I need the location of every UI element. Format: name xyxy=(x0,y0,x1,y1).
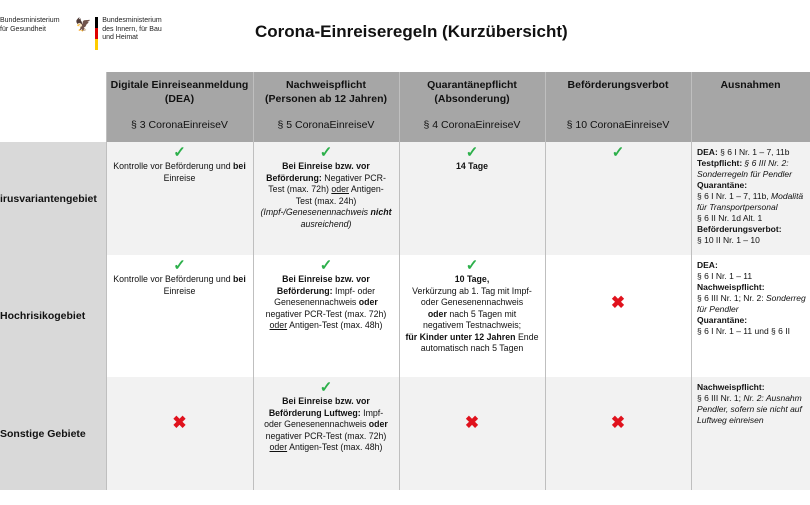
header-dea-subtitle: (DEA) xyxy=(164,93,195,105)
cell-ausnahmen-virusvariante: DEA: § 6 I Nr. 1 – 7, 11b Testpflicht: § 6 III Nr. 2: Sonderregeln für Pendler Quarantäne: § 6 I Nr. 1 – 7, 11b, Modalitä für Transportpersonal § 6 II Nr. 1d Alt. 1 Beförderungsverbot: § 10 II Nr. 1 – 10 xyxy=(691,142,810,255)
cell-nachweis-hochrisiko: ✓ Bei Einreise bzw. vor Beförderung: Impf- oder Genesenennachweis oder negativer PCR-Test (max. 72h) oder Antigen-Test (max. 48h) xyxy=(253,255,399,377)
header-nachweis xyxy=(253,72,399,142)
eagle-icon: 🦅 xyxy=(75,17,92,32)
column-divider xyxy=(253,72,254,490)
cell-ausnahmen-sonstige: Nachweispflicht: § 6 III Nr. 1; Nr. 2: Ausnahm Pendler, sofern sie nicht auf Luftweg einreisen xyxy=(691,377,810,490)
check-icon: ✓ xyxy=(173,144,186,161)
check-icon: ✓ xyxy=(319,257,333,274)
column-divider xyxy=(545,72,546,490)
cross-icon: ✖ xyxy=(610,413,626,432)
cell-dea-hochrisiko: ✓ Kontrolle vor Beförderung und bei Einreise xyxy=(106,255,253,377)
header-dea-law: § 3 CoronaEinreiseV xyxy=(131,119,228,131)
flag-icon xyxy=(95,17,98,50)
header-dea xyxy=(106,72,253,142)
cell-dea-sonstige xyxy=(106,377,253,490)
row-label-virusvariantengebiet: irusvariantengebiet xyxy=(0,142,106,255)
cell-befoerderung-hochrisiko xyxy=(545,255,691,377)
bmg-logo-line1: Bundesministerium xyxy=(0,17,60,24)
bmi-logo-line1: Bundesministerium xyxy=(102,17,162,24)
header-befoerderung xyxy=(545,72,691,142)
cross-icon: ✖ xyxy=(464,413,480,432)
column-divider xyxy=(399,72,400,490)
header-befoerderung-title: Beförderungsverbot xyxy=(567,79,669,91)
row-label-sonstige-gebiete: Sonstige Gebiete xyxy=(0,377,106,490)
cell-befoerderung-virusvariante xyxy=(545,142,691,255)
check-icon: ✓ xyxy=(319,144,333,161)
cross-icon: ✖ xyxy=(172,413,187,432)
cross-icon: ✖ xyxy=(610,293,626,312)
cell-befoerderung-sonstige xyxy=(545,377,691,490)
header-quarantaene xyxy=(399,72,545,142)
header-nachweis-law: § 5 CoronaEinreiseV xyxy=(277,119,375,131)
cell-ausnahmen-hochrisiko: DEA: § 6 I Nr. 1 – 11 Nachweispflicht: § 6 III Nr. 1; Nr. 2: Sonderreg für Pendler Quarantäne: § 6 I Nr. 1 – 11 und § 6 II xyxy=(691,255,810,377)
header-quarantaene-title: Quarantänepflicht xyxy=(427,79,517,91)
cell-quarantaene-virusvariante: ✓ 14 Tage xyxy=(399,142,545,255)
header-dea-title: Digitale Einreiseanmeldung xyxy=(110,79,249,91)
bmg-logo-line2: für Gesundheit xyxy=(0,25,46,33)
check-icon: ✓ xyxy=(319,379,333,396)
cell-nachweis-virusvariante: ✓ Bei Einreise bzw. vor Beförderung: Negativer PCR- Test (max. 72h) oder Antigen- Test (max. 24h) (Impf-/Genesenennachweis nicht ausreichend) xyxy=(253,142,399,255)
header-nachweis-subtitle: (Personen ab 12 Jahren) xyxy=(265,93,387,105)
cell-nachweis-sonstige: ✓ Bei Einreise bzw. vor Beförderung Luftweg: Impf- oder Genesenennachweis oder negativer PCR-Test (max. 72h) oder Antigen-Test (max. 48h) xyxy=(253,377,399,490)
cell-quarantaene-hochrisiko: ✓ 10 Tage, Verkürzung ab 1. Tag mit Impf- oder Genesenennachweis oder nach 5 Tagen mit negativem Testnachweis; für Kinder unter 12 Jahren Ende automatisch nach 5 Tagen xyxy=(399,255,545,377)
header-nachweis-title: Nachweispflicht xyxy=(286,79,366,91)
header-befoerderung-law: § 10 CoronaEinreiseV xyxy=(566,119,670,131)
header-quarantaene-law: § 4 CoronaEinreiseV xyxy=(423,119,521,131)
bmi-logo xyxy=(75,17,162,50)
check-icon: ✓ xyxy=(465,257,479,274)
cell-dea-virusvariante: ✓ Kontrolle vor Beförderung und bei Einreise xyxy=(106,142,253,255)
header-quarantaene-subtitle: (Absonderung) xyxy=(434,93,510,105)
bmi-logo-line3: und Heimat xyxy=(102,34,138,41)
header-ausnahmen xyxy=(691,72,810,142)
check-icon: ✓ xyxy=(173,257,186,274)
bmi-logo-line2: des Innern, für Bau xyxy=(102,25,162,33)
column-divider xyxy=(691,72,692,490)
cell-quarantaene-sonstige xyxy=(399,377,545,490)
bmg-logo xyxy=(0,17,60,34)
check-icon: ✓ xyxy=(611,144,625,161)
row-label-hochrisikogebiet: Hochrisikogebiet xyxy=(0,255,106,377)
page-title: Corona-Einreiseregeln (Kurzübersicht) xyxy=(255,22,568,41)
check-icon: ✓ xyxy=(465,144,479,161)
header-ausnahmen-title: Ausnahmen xyxy=(720,79,781,91)
column-divider xyxy=(106,72,107,490)
